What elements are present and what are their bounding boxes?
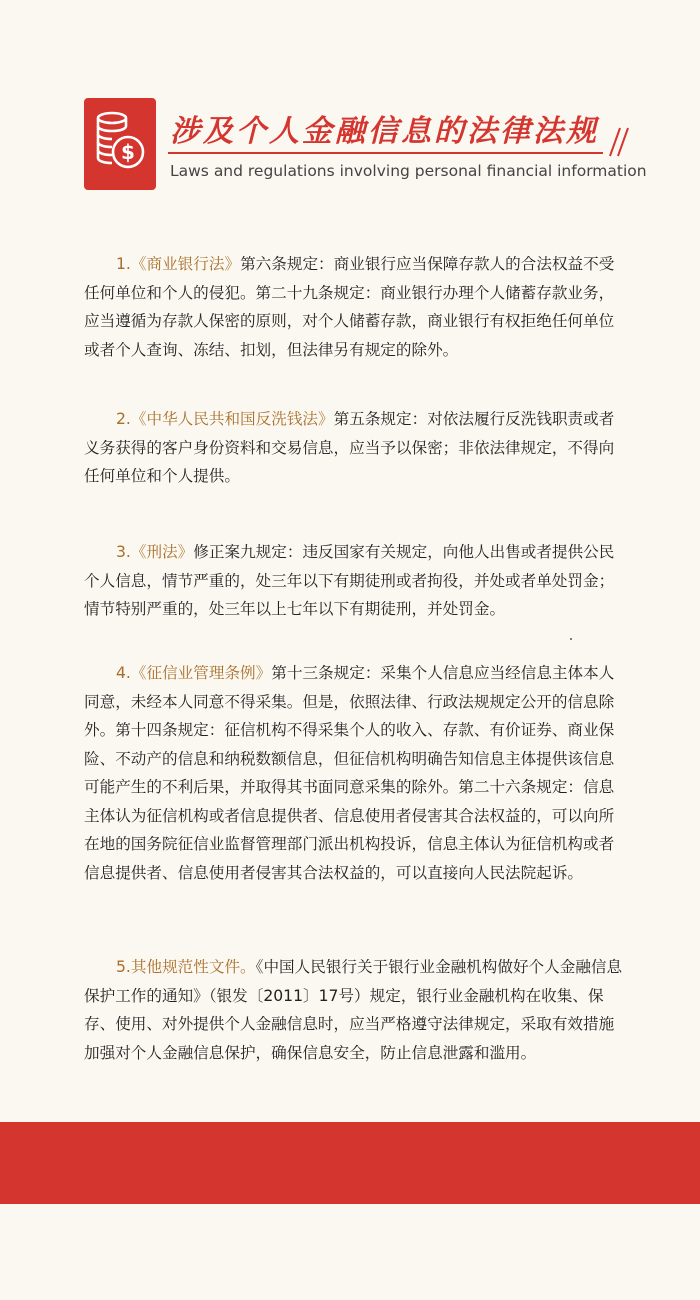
article-number: 3.	[116, 543, 131, 561]
law-name: 《征信业管理条例》	[130, 664, 272, 682]
double-slash-decoration	[606, 124, 634, 158]
article-number: 4.	[116, 664, 131, 682]
article-text: 第六条规定：商业银行应当保障存款人的合法权益不受任何单位和个人的侵犯。第二十九条规定：商业银行办理个人储蓄存款业务，应当遵循为存款人保密的原则，对个人储蓄存款，商业银行有权拒绝任何单位或者个人查询、冻结、扣划，但法律另有规定的除外。	[84, 255, 615, 359]
article-4	[84, 659, 624, 887]
article-number: 1.	[116, 255, 131, 273]
article-number: 5.	[116, 958, 131, 976]
svg-text:$: $	[121, 140, 135, 164]
law-name: 《中华人民共和国反洗钱法》	[130, 410, 334, 428]
page-subtitle: Laws and regulations involving personal financial information	[170, 162, 647, 180]
article-text: 第十三条规定：采集个人信息应当经信息主体本人同意，未经本人同意不得采集。但是，依照法律、行政法规规定公开的信息除外。第十四条规定：征信机构不得采集个人的收入、存款、有价证券、商业保险、不动产的信息和纳税数额信息，但征信机构明确告知信息主体提供该信息可能产生的不利后果，并取得其书面同意采集的除外。第二十六条规定：信息主体认为征信机构或者信息提供者、信息使用者侵害其合法权益的，可以向所在地的国务院征信业监督管理部门派出机构投诉，信息主体认为征信机构或者信息提供者、信息使用者侵害其合法权益的，可以直接向人民法院起诉。	[84, 664, 615, 882]
article-1	[84, 250, 624, 364]
stray-dot	[570, 638, 572, 640]
coins-dollar-icon	[90, 108, 150, 180]
article-text: 第五条规定：对依法履行反洗钱职责或者义务获得的客户身份资料和交易信息，应当予以保密；非依法律规定，不得向任何单位和个人提供。	[84, 410, 615, 485]
header	[0, 0, 700, 210]
article-text: 修正案九规定：违反国家有关规定，向他人出售或者提供公民个人信息，情节严重的，处三年以下有期徒刑或者拘役，并处或者单处罚金；情节特别严重的，处三年以上七年以下有期徒刑，并处罚金。	[84, 543, 615, 618]
article-text: 《中国人民银行关于银行业金融机构做好个人金融信息保护工作的通知》（银发〔2011〕17号）规定，银行业金融机构在收集、保存、使用、对外提供个人金融信息时，应当严格遵守法律规定，采取有效措施加强对个人金融信息保护，确保信息安全，防止信息泄露和滥用。	[84, 958, 623, 1062]
footer-band	[0, 1122, 700, 1204]
article-2	[84, 405, 624, 491]
article-5	[84, 953, 624, 1067]
law-name: 《刑法》	[130, 543, 194, 561]
law-name: 《商业银行法》	[130, 255, 241, 273]
page-title: 涉及个人金融信息的法律法规	[170, 114, 599, 149]
article-number: 2.	[116, 410, 131, 428]
logo-badge	[84, 98, 156, 190]
title-underline	[168, 152, 603, 154]
article-3	[84, 538, 624, 624]
law-name: 其他规范性文件。	[130, 958, 256, 976]
